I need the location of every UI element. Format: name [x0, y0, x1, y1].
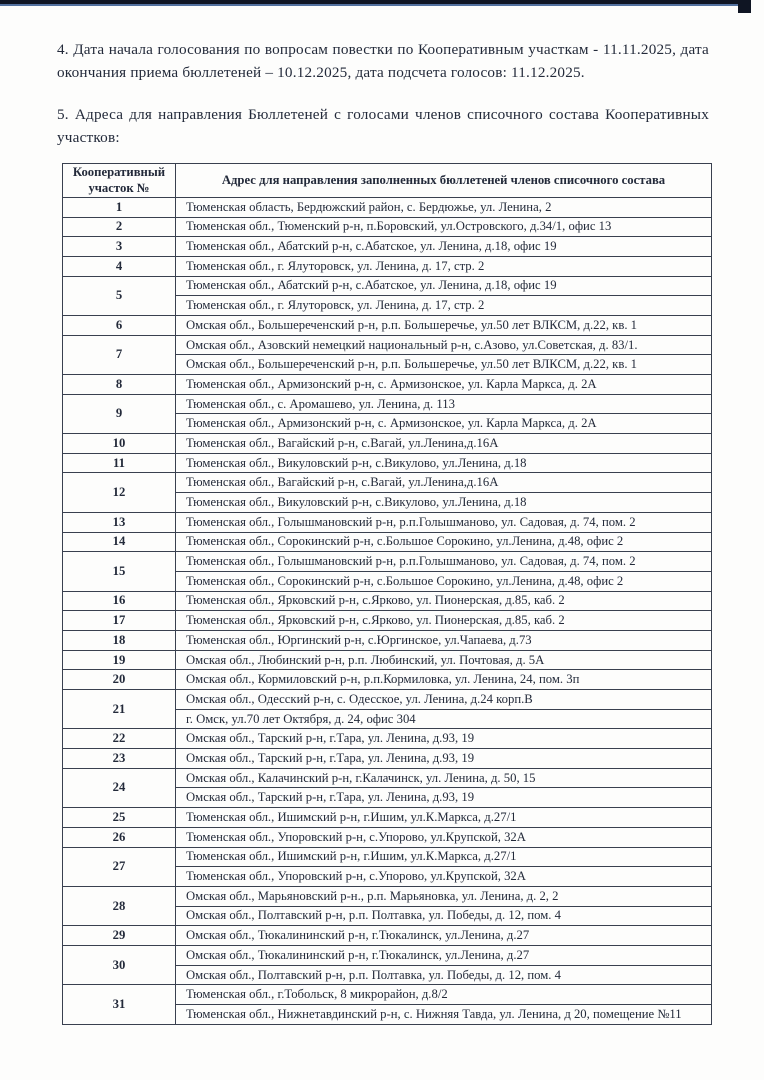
- plot-number-cell: 20: [63, 670, 176, 690]
- address-cell: Тюменская обл., Ярковский р-н, с.Ярково, ул. Пионерская, д.85, каб. 2: [176, 591, 712, 611]
- table-row: [63, 217, 712, 237]
- address-cell: Омская обл., Тарский р-н, г.Тара, ул. Ленина, д.93, 19: [176, 788, 712, 808]
- table-row: [63, 690, 712, 710]
- address-cell: Омская обл., Полтавский р-н, р.п. Полтавка, ул. Победы, д. 12, пом. 4: [176, 906, 712, 926]
- table-row: [63, 335, 712, 355]
- plot-number-cell: 13: [63, 512, 176, 532]
- plot-number-cell: 17: [63, 611, 176, 631]
- address-cell: Омская обл., Тюкалининский р-н, г.Тюкалинск, ул.Ленина, д.27: [176, 926, 712, 946]
- plot-number-cell: 3: [63, 237, 176, 257]
- table-row: [63, 453, 712, 473]
- plot-number-cell: 12: [63, 473, 176, 512]
- plot-number-cell: 2: [63, 217, 176, 237]
- plot-number-cell: 9: [63, 394, 176, 433]
- address-cell: Тюменская область, Бердюжский район, с. Бердюжье, ул. Ленина, 2: [176, 197, 712, 217]
- address-cell: Тюменская обл., Упоровский р-н, с.Упорово, ул.Крупской, 32А: [176, 827, 712, 847]
- header-address: Адрес для направления заполненных бюллетеней членов списочного состава: [176, 164, 712, 197]
- table-row: [63, 394, 712, 414]
- address-cell: Тюменская обл., Тюменский р-н, п.Боровский, ул.Островского, д.34/1, офис 13: [176, 217, 712, 237]
- address-cell: Тюменская обл., г.Тобольск, 8 микрорайон, д.8/2: [176, 985, 712, 1005]
- table-row: [63, 847, 712, 867]
- table-row: [63, 197, 712, 217]
- table-row: [63, 315, 712, 335]
- table-row: [63, 630, 712, 650]
- address-cell: Тюменская обл., Абатский р-н, с.Абатское, ул. Ленина, д.18, офис 19: [176, 276, 712, 296]
- address-cell: Тюменская обл., Армизонский р-н, с. Армизонское, ул. Карла Маркса, д. 2А: [176, 375, 712, 395]
- address-table-body: [63, 197, 712, 1024]
- address-table: [62, 163, 712, 1024]
- table-row: [63, 827, 712, 847]
- address-cell: Тюменская обл., Викуловский р-н, с.Викулово, ул.Ленина, д.18: [176, 493, 712, 513]
- plot-number-cell: 21: [63, 690, 176, 729]
- table-row: [63, 434, 712, 454]
- table-row: [63, 532, 712, 552]
- table-row: [63, 729, 712, 749]
- plot-number-cell: 6: [63, 315, 176, 335]
- table-row: [63, 237, 712, 257]
- address-cell: Омская обл., Кормиловский р-н, р.п.Кормиловка, ул. Ленина, 24, пом. 3п: [176, 670, 712, 690]
- address-cell: Тюменская обл., Викуловский р-н, с.Викулово, ул.Ленина, д.18: [176, 453, 712, 473]
- scan-edge-notch: [738, 0, 751, 13]
- plot-number-cell: 15: [63, 552, 176, 591]
- address-cell: Омская обл., Любинский р-н, р.п. Любинский, ул. Почтовая, д. 5А: [176, 650, 712, 670]
- address-cell: Омская обл., Большереченский р-н, р.п. Большеречье, ул.50 лет ВЛКСМ, д.22, кв. 1: [176, 315, 712, 335]
- address-cell: Тюменская обл., Нижнетавдинский р-н, с. Нижняя Тавда, ул. Ленина, д 20, помещение №11: [176, 1005, 712, 1025]
- plot-number-cell: 27: [63, 847, 176, 886]
- plot-number-cell: 25: [63, 808, 176, 828]
- address-cell: Тюменская обл., Сорокинский р-н, с.Большое Сорокино, ул.Ленина, д.48, офис 2: [176, 571, 712, 591]
- address-cell: Тюменская обл., г. Ялуторовск, ул. Ленина, д. 17, стр. 2: [176, 296, 712, 316]
- address-cell: Тюменская обл., Ярковский р-н, с.Ярково, ул. Пионерская, д.85, каб. 2: [176, 611, 712, 631]
- plot-number-cell: 14: [63, 532, 176, 552]
- table-row: [63, 591, 712, 611]
- table-row: [63, 375, 712, 395]
- plot-number-cell: 28: [63, 886, 176, 925]
- table-row: [63, 512, 712, 532]
- plot-number-cell: 7: [63, 335, 176, 374]
- address-cell: Омская обл., Тарский р-н, г.Тара, ул. Ленина, д.93, 19: [176, 729, 712, 749]
- address-cell: Омская обл., Марьяновский р-н., р.п. Марьяновка, ул. Ленина, д. 2, 2: [176, 886, 712, 906]
- plot-number-cell: 30: [63, 945, 176, 984]
- plot-number-cell: 16: [63, 591, 176, 611]
- plot-number-cell: 11: [63, 453, 176, 473]
- address-table-head: [63, 164, 712, 197]
- address-cell: Тюменская обл., Вагайский р-н, с.Вагай, ул.Ленина,д.16А: [176, 473, 712, 493]
- table-row: [63, 611, 712, 631]
- address-cell: Омская обл., Полтавский р-н, р.п. Полтавка, ул. Победы, д. 12, пом. 4: [176, 965, 712, 985]
- table-row: [63, 749, 712, 769]
- document-page: [57, 38, 709, 1025]
- address-cell: Омская обл., Калачинский р-н, г.Калачинск, ул. Ленина, д. 50, 15: [176, 768, 712, 788]
- address-cell: Тюменская обл., Голышмановский р-н, р.п.Голышманово, ул. Садовая, д. 74, пом. 2: [176, 512, 712, 532]
- plot-number-cell: 24: [63, 768, 176, 807]
- table-row: [63, 670, 712, 690]
- address-cell: Тюменская обл., Юргинский р-н, с.Юргинское, ул.Чапаева, д.73: [176, 630, 712, 650]
- plot-number-cell: 22: [63, 729, 176, 749]
- address-cell: Тюменская обл., Ишимский р-н, г.Ишим, ул.К.Маркса, д.27/1: [176, 847, 712, 867]
- plot-number-cell: 1: [63, 197, 176, 217]
- plot-number-cell: 4: [63, 256, 176, 276]
- table-row: [63, 256, 712, 276]
- plot-number-cell: 10: [63, 434, 176, 454]
- table-row: [63, 473, 712, 493]
- address-cell: Тюменская обл., Ишимский р-н, г.Ишим, ул.К.Маркса, д.27/1: [176, 808, 712, 828]
- address-cell: Тюменская обл., Армизонский р-н, с. Армизонское, ул. Карла Маркса, д. 2А: [176, 414, 712, 434]
- scan-edge-top: [0, 0, 751, 6]
- address-cell: г. Омск, ул.70 лет Октября, д. 24, офис 304: [176, 709, 712, 729]
- address-cell: Омская обл., Тарский р-н, г.Тара, ул. Ленина, д.93, 19: [176, 749, 712, 769]
- plot-number-cell: 19: [63, 650, 176, 670]
- table-row: [63, 926, 712, 946]
- address-cell: Тюменская обл., Сорокинский р-н, с.Большое Сорокино, ул.Ленина, д.48, офис 2: [176, 532, 712, 552]
- address-cell: Тюменская обл., Голышмановский р-н, р.п.Голышманово, ул. Садовая, д. 74, пом. 2: [176, 552, 712, 572]
- table-row: [63, 945, 712, 965]
- plot-number-cell: 5: [63, 276, 176, 315]
- address-cell: Омская обл., Тюкалининский р-н, г.Тюкалинск, ул.Ленина, д.27: [176, 945, 712, 965]
- plot-number-cell: 18: [63, 630, 176, 650]
- address-cell: Омская обл., Азовский немецкий национальный р-н, с.Азово, ул.Советская, д. 83/1.: [176, 335, 712, 355]
- address-cell: Тюменская обл., Вагайский р-н, с.Вагай, ул.Ленина,д.16А: [176, 434, 712, 454]
- address-cell: Тюменская обл., г. Ялуторовск, ул. Ленина, д. 17, стр. 2: [176, 256, 712, 276]
- address-cell: Омская обл., Одесский р-н, с. Одесское, ул. Ленина, д.24 корп.В: [176, 690, 712, 710]
- table-row: [63, 808, 712, 828]
- header-row: [63, 164, 712, 197]
- address-cell: Тюменская обл., Упоровский р-н, с.Упорово, ул.Крупской, 32А: [176, 867, 712, 887]
- plot-number-cell: 26: [63, 827, 176, 847]
- table-row: [63, 985, 712, 1005]
- plot-number-cell: 29: [63, 926, 176, 946]
- table-row: [63, 768, 712, 788]
- address-cell: Омская обл., Большереченский р-н, р.п. Большеречье, ул.50 лет ВЛКСМ, д.22, кв. 1: [176, 355, 712, 375]
- header-plot-number: Кооперативный участок №: [63, 164, 176, 197]
- plot-number-cell: 31: [63, 985, 176, 1024]
- table-row: [63, 886, 712, 906]
- address-cell: Тюменская обл., Абатский р-н, с.Абатское, ул. Ленина, д.18, офис 19: [176, 237, 712, 257]
- table-row: [63, 276, 712, 296]
- address-cell: Тюменская обл., с. Аромашево, ул. Ленина, д. 113: [176, 394, 712, 414]
- table-row: [63, 552, 712, 572]
- table-row: [63, 650, 712, 670]
- plot-number-cell: 8: [63, 375, 176, 395]
- paragraph-addresses-intro: 5. Адреса для направления Бюллетеней с голосами членов списочного состава Кооперативных участков:: [57, 106, 709, 147]
- paragraph-voting-dates: 4. Дата начала голосования по вопросам повестки по Кооперативным участкам - 11.11.2025, дата окончания приема бюллетеней – 10.12.2025, дата подсчета голосов: 11.12.2025.: [57, 41, 709, 82]
- plot-number-cell: 23: [63, 749, 176, 769]
